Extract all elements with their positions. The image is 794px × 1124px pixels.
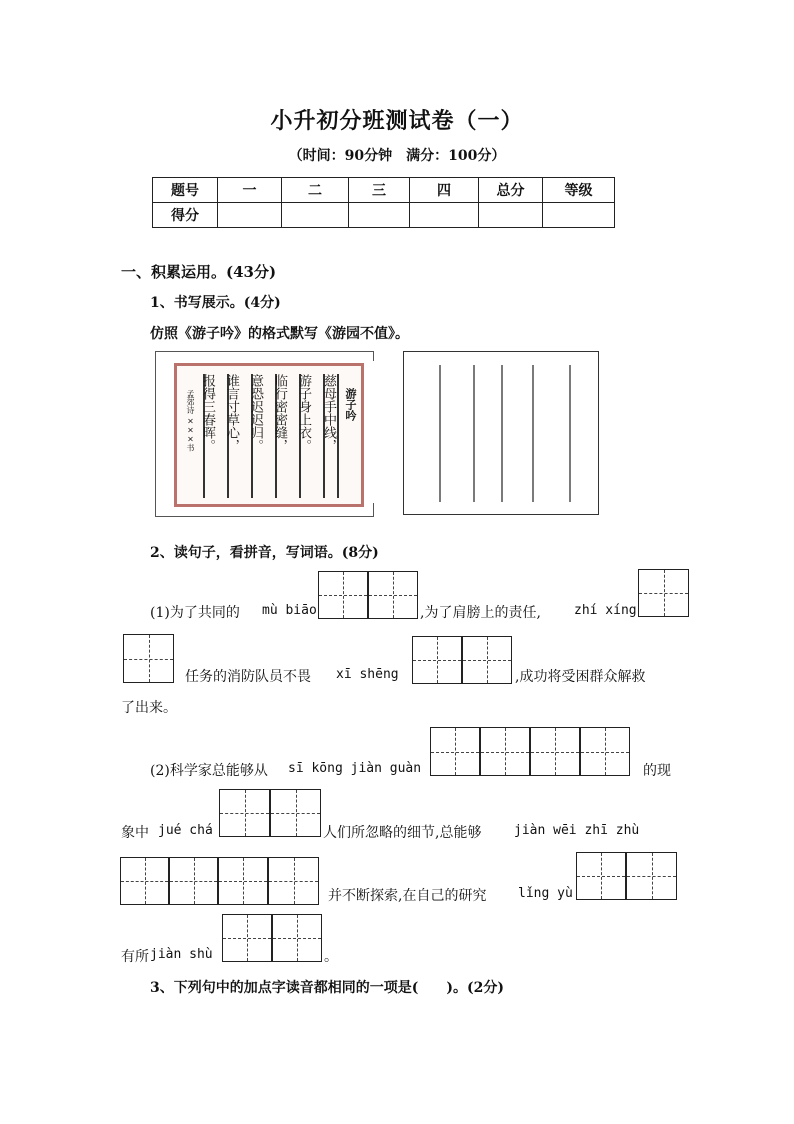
table-cell: 得分 (153, 203, 218, 228)
poem-title: 游子吟 (344, 388, 357, 421)
exam-subtitle: （时间：90分钟 满分：100分） (288, 148, 506, 164)
tianzige-box[interactable] (169, 857, 218, 905)
sentence-text: 。 (324, 949, 338, 965)
score-cell[interactable] (410, 203, 479, 228)
question-1-heading: 1、书写展示。(4分) (150, 295, 281, 311)
sentence-text: (1)为了共同的 (150, 605, 240, 621)
pinyin-text: jiàn wēi zhī zhù (514, 823, 640, 838)
sentence-text: ,成功将受困群众解救 (515, 669, 646, 685)
tianzige-box[interactable] (480, 727, 530, 776)
tianzige-box[interactable] (462, 636, 512, 684)
tianzige-box[interactable] (123, 634, 174, 683)
table-cell: 题号 (153, 178, 218, 203)
sentence-text: (2)科学家总能够从 (150, 763, 268, 779)
score-cell[interactable] (349, 203, 410, 228)
sentence-text: 象中 (121, 825, 149, 841)
tianzige-box[interactable] (219, 789, 270, 837)
sentence-text: ,为了肩膀上的责任, (420, 605, 541, 621)
tianzige-box[interactable] (318, 571, 368, 619)
section-heading: 一、积累运用。(43分) (121, 263, 277, 281)
table-cell: 四 (410, 178, 479, 203)
table-row (153, 203, 615, 228)
tianzige-box[interactable] (530, 727, 580, 776)
sentence-text: 并不断探索,在自己的研究 (328, 888, 487, 904)
tianzige-box[interactable] (270, 789, 321, 837)
pinyin-text: xī shēng (336, 667, 399, 682)
tianzige-box[interactable] (580, 727, 630, 776)
tianzige-box[interactable] (120, 857, 169, 905)
pinyin-text: jiàn shù (150, 947, 213, 962)
pinyin-text: mù biāo (262, 603, 317, 618)
poem-line: 慈母手中线， (321, 374, 336, 452)
score-cell[interactable] (282, 203, 349, 228)
tianzige-box[interactable] (638, 569, 689, 617)
pinyin-text: lǐng yù (518, 886, 573, 901)
tianzige-box[interactable] (218, 857, 268, 905)
score-cell[interactable] (543, 203, 615, 228)
tianzige-box[interactable] (222, 914, 272, 962)
tianzige-box[interactable] (368, 571, 418, 619)
table-row (153, 178, 615, 203)
score-table (152, 177, 615, 228)
question-1-instruction: 仿照《游子吟》的格式默写《游园不值》。 (150, 326, 409, 342)
poem-line: 游子身上衣。 (296, 374, 311, 452)
sentence-text: 了出来。 (121, 700, 177, 716)
question-3-heading: 3、下列句中的加点字读音都相同的一项是( )。(2分) (150, 980, 504, 996)
poem-calligraphy-image (174, 363, 364, 507)
page-title: 小升初分班测试卷（一） (270, 108, 524, 134)
sentence-text: 有所 (121, 949, 149, 965)
question-2-heading: 2、读句子，看拼音，写词语。(8分) (150, 545, 379, 561)
tianzige-box[interactable] (272, 914, 322, 962)
table-cell: 一 (218, 178, 282, 203)
tianzige-box[interactable] (412, 636, 462, 684)
sentence-text: 人们所忽略的细节,总能够 (323, 825, 482, 841)
poem-line: 意恐迟迟归。 (248, 374, 263, 452)
poem-signature: 孟郊诗 ×××书 (186, 390, 195, 452)
tianzige-box[interactable] (576, 852, 626, 900)
pinyin-text: sī kōng jiàn guàn (288, 761, 422, 776)
score-cell[interactable] (479, 203, 543, 228)
poem-line: 谁言寸草心， (224, 374, 239, 452)
pinyin-text: zhí xíng (574, 603, 637, 618)
writing-column-lines (404, 352, 598, 514)
table-cell: 总分 (479, 178, 543, 203)
sentence-text: 任务的消防队员不畏 (185, 669, 311, 685)
writing-area[interactable] (403, 351, 599, 515)
poem-line: 临行密密缝， (272, 374, 287, 452)
tianzige-box[interactable] (430, 727, 480, 776)
table-cell: 等级 (543, 178, 615, 203)
tianzige-box[interactable] (268, 857, 319, 905)
score-cell[interactable] (218, 203, 282, 228)
sentence-text: 的现 (643, 763, 671, 779)
poem-line: 报得三春晖。 (200, 374, 215, 452)
table-cell: 二 (282, 178, 349, 203)
tianzige-box[interactable] (626, 852, 677, 900)
pinyin-text: jué chá (158, 823, 213, 838)
table-cell: 三 (349, 178, 410, 203)
